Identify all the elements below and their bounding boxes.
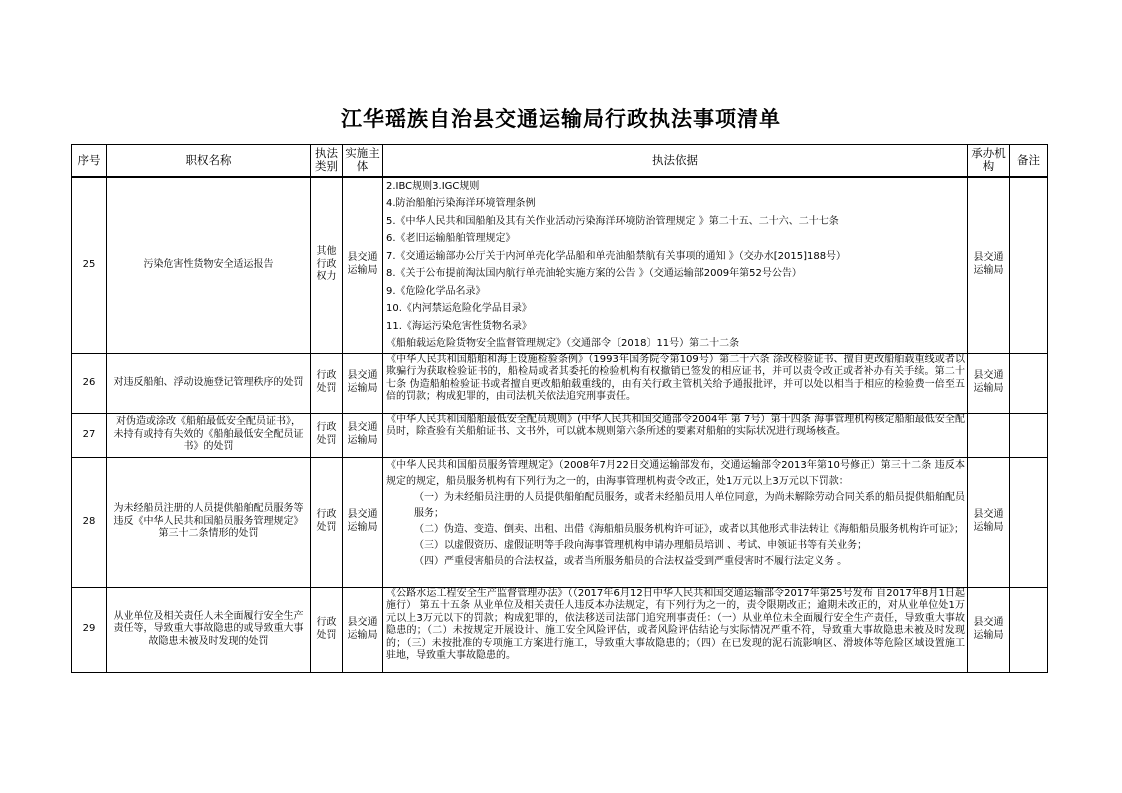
row-index: 25 [72,177,107,354]
header-name: 职权名称 [107,145,311,177]
row-basis [383,457,968,587]
row-index: 28 [72,457,107,587]
basis-text: 《中华人民共和国船舶最低安全配员规则》(中华人民共和国交通部令2004年 第 7号）第十四条 海事管理机构核定船舶最低安全配员时，除查验有关船舶证书、文书外，可以就本规则第六条所述的要素对船舶的实际状况进行现场核查。 [386,413,965,438]
table-row [72,413,1048,457]
row-type: 行政处罚 [311,587,343,672]
row-name: 为未经船员注册的人员提供船舶配员服务等违反《中华人民共和国船员服务管理规定》第三十二条情形的处罚 [107,457,311,587]
basis-line: 10.《内河禁运危险化学品目录》 [386,303,532,314]
header-index: 序号 [72,145,107,177]
row-type: 行政处罚 [311,413,343,457]
basis-line: 6.《老旧运输船舶管理规定》 [386,233,516,244]
row-index: 29 [72,587,107,672]
header-note: 备注 [1010,145,1048,177]
row-organ: 县交通运输局 [968,177,1010,354]
basis-line: 7.《交通运输部办公厅关于内河单壳化学品船和单壳油船禁航有关事项的通知 》（交办水[2015]188号） [386,250,847,262]
row-subject: 县交通运输局 [343,587,383,672]
row-note [1010,177,1048,354]
table-row [72,587,1048,672]
header-organ: 承办机构 [968,145,1010,177]
header-row [72,145,1048,177]
row-note [1010,587,1048,672]
row-index: 27 [72,413,107,457]
row-basis [383,177,968,354]
row-basis [383,353,968,413]
row-organ: 县交通运输局 [968,587,1010,672]
basis-text: 《公路水运工程安全生产监督管理办法》（（2017年6月12日中华人民共和国交通运输部令2017年第25号发布 自2017年8月1日起施行） 第五十五条 从业单位及相关责任人违反本办法规定，有下列行为之一的，责令限期改正；逾期未改正的，对从业单位处1万元以上3万元以下的罚款；构成犯罪的，依法移送司法部门追究刑事责任：（一）从业单位未全面履行安全生产责任，导致重大事故隐患的；（二）未按规定开展设计、施工安全风险评估，或者风险评估结论与实际情况严重不符，导致重大事故隐患未被及时发现的；（三）未按批准的专项施工方案进行施工，导致重大事故隐患的；（四）在已发现的泥石流影响区、滑坡体等危险区域设置施工驻地，导致重大事故隐患的。 [386,587,965,662]
row-organ: 县交通运输局 [968,353,1010,413]
basis-text: 《中华人民共和国船舶和海上设施检验条例》（1993年国务院令第109号）第二十六条 涂改检验证书、擅自更改船舶载重线或者以欺骗行为获取检验证书的，船检局或者其委托的检验机构有权撤销已签发的相应证书，并可以责令改正或者补办有关手续。第二十七条 伪造船舶检验证书或者擅自更改船舶载重线的，由有关行政主管机关给予通报批评，并可以处以相当于相应的检验费一倍至五倍的罚款；构成犯罪的，由司法机关依法追究刑事责任。 [386,353,965,403]
row-basis [383,413,968,457]
row-organ [968,413,1010,457]
basis-line: 5.《中华人民共和国船舶及其有关作业活动污染海洋环境防治管理规定 》第二十五、二十六、二十七条 [386,215,839,227]
row-name: 污染危害性货物安全适运报告 [107,177,311,354]
table-row [72,353,1048,413]
row-organ: 县交通运输局 [968,457,1010,587]
row-type: 行政处罚 [311,457,343,587]
row-type: 其他行政权力 [311,177,343,354]
basis-line: 8.《关于公布提前淘汰国内航行单壳油轮实施方案的公告 》（交通运输部2009年第52号公告） [386,268,802,279]
row-subject: 县交通运输局 [343,177,383,354]
row-note [1010,457,1048,587]
row-name: 对违反船舶、浮动设施登记管理秩序的处罚 [107,353,311,413]
basis-line: 《船舶载运危险货物安全监督管理规定》（交通部令〔2018〕11号）第二十二条 [386,338,740,349]
row-subject: 县交通运输局 [343,413,383,457]
row-basis [383,587,968,672]
row-subject: 县交通运输局 [343,457,383,587]
row-name: 从业单位及相关责任人未全面履行安全生产责任等，导致重大事故隐患的或导致重大事故隐患未被及时发现的处罚 [107,587,311,672]
basis-item: （二）伪造、变造、倒卖、出租、出借《海船船员服务机构许可证》，或者以其他形式非法转让《海船船员服务机构许可证》； [414,523,964,535]
row-subject: 县交通运输局 [343,353,383,413]
header-subject: 实施主体 [343,145,383,177]
row-note [1010,353,1048,413]
table-row [72,177,1048,354]
header-type: 执法类别 [311,145,343,177]
basis-item: （四）严重侵害船员的合法权益，或者当所服务船员的合法权益受到严重侵害时不履行法定义务 。 [414,555,848,567]
row-index: 26 [72,353,107,413]
row-note [1010,413,1048,457]
basis-line: 4.防治船舶污染海洋环境管理条例 [386,198,536,209]
basis-line: 2.IBC规则3.IGC规则 [386,180,480,192]
basis-line: 11.《海运污染危害性货物名录》 [386,320,532,332]
enforcement-table [71,144,1048,673]
row-type: 行政处罚 [311,353,343,413]
basis-item: （一）为未经船员注册的人员提供船舶配员服务，或者未经船员用人单位同意，为尚未解除劳动合同关系的船员提供船舶配员服务； [414,491,965,519]
basis-lead: 《中华人民共和国船员服务管理规定》（2008年7月22日交通运输部发布，交通运输部令2013年第10号修正）第三十二条 违反本规定的规定，船员服务机构有下列行为之一的，由海事管理机构责令改正，处1万元以上3万元以下罚款： [386,459,965,487]
row-name: 对伪造或涂改《船舶最低安全配员证书》，未持有或持有失效的《船舶最低安全配员证书》的处罚 [107,413,311,457]
page-title: 江华瑶族自治县交通运输局行政执法事项清单 [341,106,781,131]
table-row [72,457,1048,587]
basis-item: （三）以虚假资历、虚假证明等手段向海事管理机构申请办理船员培训 、考试、申领证书等有关业务； [414,539,868,551]
basis-line: 9.《危险化学品名录》 [386,285,486,297]
header-basis: 执法依据 [383,145,968,177]
